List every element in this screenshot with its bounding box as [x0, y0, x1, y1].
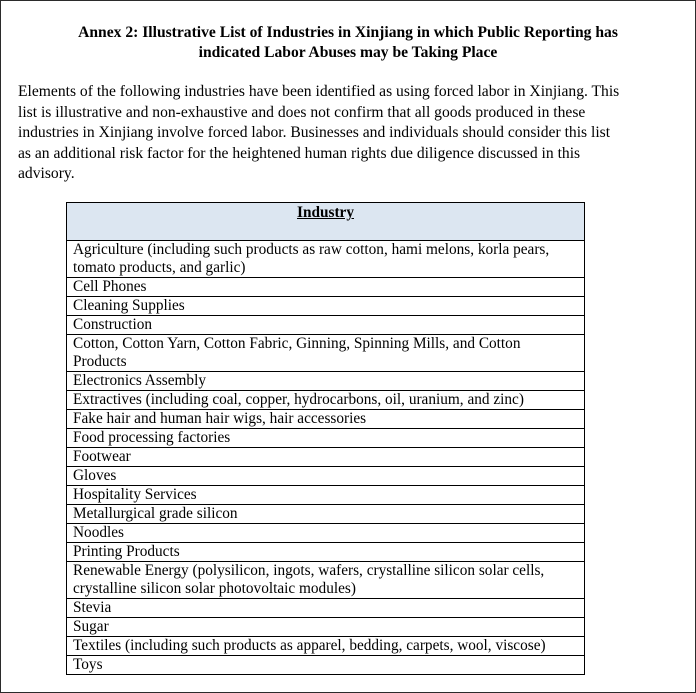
- industry-cell: [67, 372, 585, 391]
- industry-cell: [67, 467, 585, 486]
- intro-line: list is illustrative and non-exhaustive and does not confirm that all goods produced in these: [18, 103, 586, 121]
- intro-line: Elements of the following industries have been identified as using forced labor in Xinjiang. This: [18, 83, 620, 100]
- industry-name-line: Noodles: [73, 524, 124, 541]
- table-row: [67, 241, 585, 278]
- industry-name-line: Construction: [73, 316, 153, 333]
- industry-name-line: Hospitality Services: [73, 486, 197, 503]
- industry-name-line: Stevia: [73, 599, 112, 616]
- industry-cell: [67, 505, 585, 524]
- industry-name-line: Electronics Assembly: [73, 372, 206, 389]
- table-row: [67, 372, 585, 391]
- industry-name-line: Cotton, Cotton Yarn, Cotton Fabric, Ginning, Spinning Mills, and Cotton: [73, 335, 521, 352]
- industry-name-line: Gloves: [73, 467, 117, 484]
- industry-cell: [67, 599, 585, 618]
- industry-name-line: tomato products, and garlic): [73, 259, 246, 276]
- industry-cell: [67, 429, 585, 448]
- industry-cell: [67, 543, 585, 562]
- industry-table-header-row: [67, 203, 585, 241]
- industry-name-line: Food processing factories: [73, 429, 231, 446]
- industry-cell: [67, 297, 585, 316]
- annex-title: [17, 23, 679, 63]
- table-row: [67, 524, 585, 543]
- industry-cell: [67, 448, 585, 467]
- intro-paragraph: [18, 82, 668, 185]
- industry-cell: [67, 562, 585, 599]
- table-row: [67, 316, 585, 335]
- table-row: [67, 656, 585, 675]
- table-row: [67, 391, 585, 410]
- table-row: [67, 599, 585, 618]
- industry-cell: [67, 524, 585, 543]
- industry-name-line: Cleaning Supplies: [73, 297, 185, 314]
- industry-name-line: Printing Products: [73, 543, 180, 560]
- industry-name-line: Footwear: [73, 448, 131, 465]
- industry-name-line: Sugar: [73, 618, 109, 635]
- industry-cell: [67, 278, 585, 297]
- table-row: [67, 486, 585, 505]
- industry-table: [66, 202, 585, 675]
- intro-line: industries in Xinjiang involve forced labor. Businesses and individuals should consider this list: [18, 124, 611, 142]
- industry-cell: [67, 486, 585, 505]
- industry-name-line: crystalline silicon solar photovoltaic modules): [73, 580, 356, 597]
- industry-name-line: Products: [73, 353, 127, 370]
- industry-name-line: Agriculture (including such products as raw cotton, hami melons, korla pears,: [73, 241, 550, 258]
- industry-cell: [67, 656, 585, 675]
- industry-name-line: Textiles (including such products as apparel, bedding, carpets, wool, viscose): [73, 637, 546, 654]
- table-row: [67, 505, 585, 524]
- table-row: [67, 543, 585, 562]
- table-row: [67, 448, 585, 467]
- industry-cell: [67, 391, 585, 410]
- table-row: [67, 618, 585, 637]
- table-row: [67, 278, 585, 297]
- table-row: [67, 637, 585, 656]
- industry-cell: [67, 241, 585, 278]
- industry-table-body: [67, 241, 585, 675]
- annex-title-line: Annex 2: Illustrative List of Industries in Xinjiang in which Public Reporting has: [78, 24, 618, 41]
- industry-cell: [67, 410, 585, 429]
- table-row: [67, 297, 585, 316]
- intro-line: advisory.: [18, 165, 75, 183]
- table-row: [67, 429, 585, 448]
- industry-name-line: Toys: [73, 656, 103, 673]
- industry-column-header: Industry: [67, 203, 585, 241]
- intro-line: as an additional risk factor for the heightened human rights due diligence discussed in this: [18, 144, 581, 162]
- industry-name-line: Fake hair and human hair wigs, hair accessories: [73, 410, 367, 427]
- industry-cell: [67, 316, 585, 335]
- annex-title-line: indicated Labor Abuses may be Taking Place: [198, 44, 498, 61]
- table-row: [67, 562, 585, 599]
- industry-name-line: Renewable Energy (polysilicon, ingots, wafers, crystalline silicon solar cells,: [73, 562, 545, 579]
- industry-cell: [67, 618, 585, 637]
- industry-name-line: Extractives (including coal, copper, hydrocarbons, oil, uranium, and zinc): [73, 391, 524, 408]
- table-row: [67, 410, 585, 429]
- industry-name-line: Metallurgical grade silicon: [73, 505, 238, 522]
- industry-name-line: Cell Phones: [73, 278, 147, 295]
- table-row: [67, 467, 585, 486]
- industry-cell: [67, 637, 585, 656]
- industry-cell: [67, 335, 585, 372]
- table-row: [67, 335, 585, 372]
